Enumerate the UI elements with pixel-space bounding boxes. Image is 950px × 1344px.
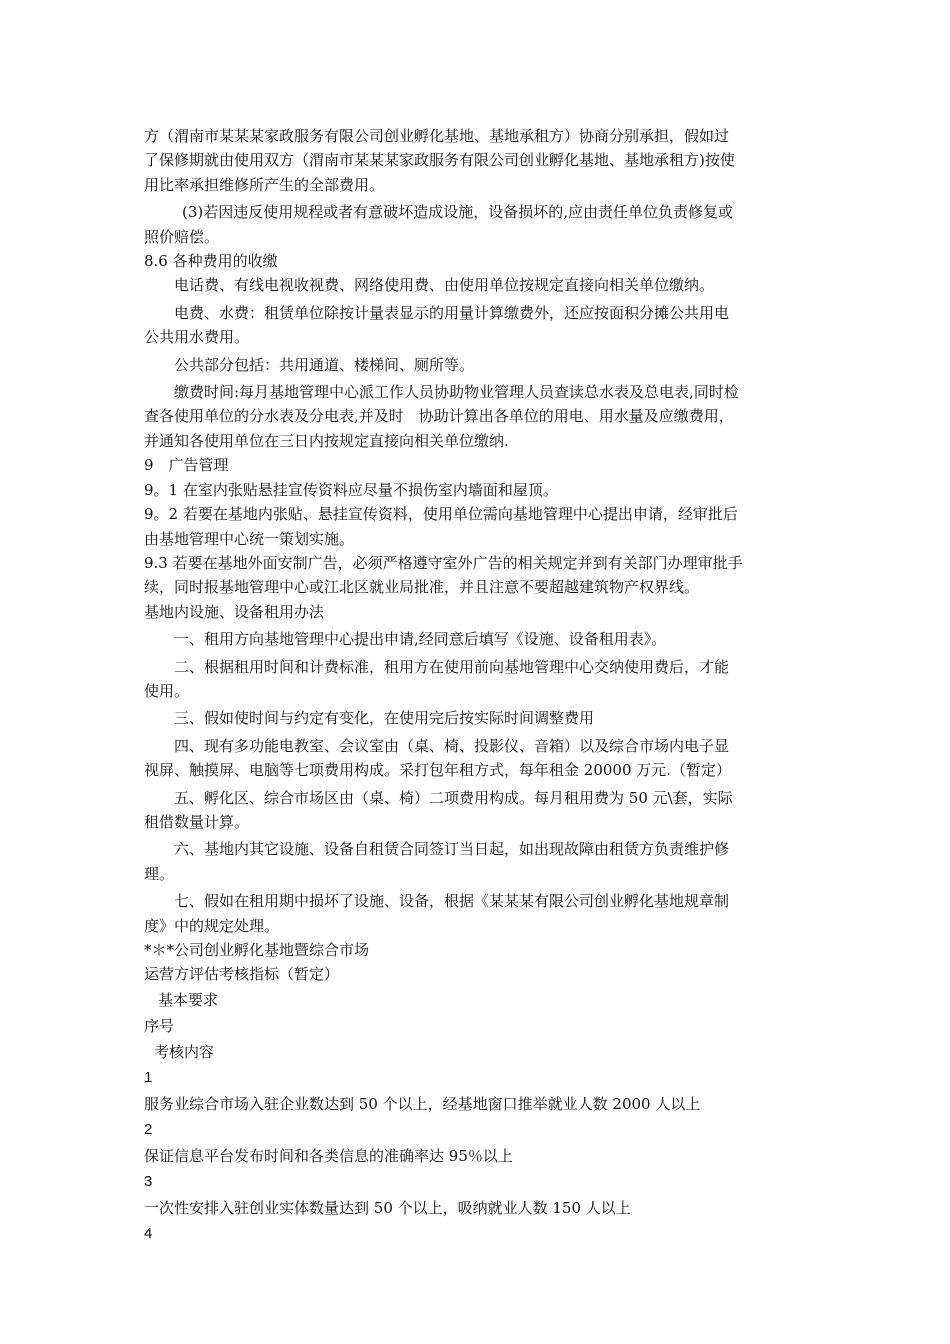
body-text-line: 使用。	[144, 681, 190, 700]
body-text-line: 租借数量计算。	[144, 812, 250, 831]
rental-item-2: 二、根据租用时间和计费标准，租用方在使用前向基地管理中心交纳使用费后，才能	[174, 657, 730, 676]
table-row-number: 1	[144, 1068, 153, 1086]
clause-9-3: 9.3 若要在基地外面安制广告，必须严格遵守室外广告的相关规定并到有关部门办理审批手	[144, 553, 743, 572]
body-text-line: 公共用水费用。	[144, 328, 250, 347]
body-text-line: 了保修期就由使用双方（渭南市某某某家政服务有限公司创业孵化基地、基地承租方)按使	[144, 151, 735, 170]
body-text-line: 由基地管理中心统一策划实施。	[144, 529, 355, 548]
body-text-line: 电话费、有线电视收视费、网络使用费、由使用单位按规定直接向相关单位缴纳。	[174, 276, 715, 295]
table-header-basic-requirements: 基本要求	[158, 990, 219, 1009]
rental-item-1: 一、租用方向基地管理中心提出申请,经同意后填写《设施、设备租用表》。	[174, 630, 667, 649]
table-row-number: 3	[144, 1172, 153, 1190]
table-row-content: 保证信息平台发布时间和各类信息的准确率达 95％以上	[144, 1146, 513, 1165]
body-text-line: 公共部分包括：共用通道、楼梯间、厕所等。	[174, 355, 475, 374]
table-title-line-2: 运营方评估考核指标（暂定）	[144, 965, 340, 984]
clause-9-1: 9。1 在室内张贴悬挂宣传资料应尽量不损伤室内墙面和屋顶。	[144, 480, 558, 499]
rental-item-5: 五、孵化区、综合市场区由（桌、椅）二项费用构成。每月租用费为 50 元\套，实际	[174, 788, 733, 807]
body-text-line: 度》中的规定处理。	[144, 916, 280, 935]
body-text-line: 续，同时报基地管理中心或江北区就业局批准，并且注意不要超越建筑物产权界线。	[144, 578, 700, 597]
table-row-number: 2	[144, 1120, 153, 1138]
table-row-number: 4	[144, 1224, 153, 1242]
clause-9-2: 9。2 若要在基地内张贴、悬挂宣传资料，使用单位需向基地管理中心提出申请，经审批后	[144, 505, 738, 524]
clause-3-text: (3)若因违反使用规程或者有意破坏造成设施，设备损坏的,应由责任单位负责修复或	[182, 203, 734, 222]
body-text-line: 理。	[144, 864, 175, 883]
table-row-content: 一次性安排入驻创业实体数量达到 50 个以上，吸纳就业人数 150 人以上	[144, 1198, 631, 1217]
rental-item-6: 六、基地内其它设施、设备自租赁合同签订当日起，如出现故障由租赁方负责维护修	[174, 840, 730, 859]
rental-item-4: 四、现有多功能电教室、会议室由（桌、椅、投影仪、音箱）以及综合市场内电子显	[174, 736, 730, 755]
section-heading-9: 9 广告管理	[144, 456, 229, 475]
body-text-line: 缴费时间:每月基地管理中心派工作人员协助物业管理人员查读总水表及总电表,同时检	[174, 383, 739, 402]
body-text-line: 查各使用单位的分水表及分电表,并及时 协助计算出各单位的用电、用水量及应缴费用，	[144, 407, 734, 426]
section-heading-rental: 基地内设施、设备租用办法	[144, 602, 325, 621]
table-title-line-1: *＊*公司创业孵化基地暨综合市场	[144, 941, 370, 959]
body-text-line: 并通知各使用单位在三日内按规定直接向相关单位缴纳.	[144, 431, 509, 450]
body-text-line: 方（渭南市某某某家政服务有限公司创业孵化基地、基地承租方）协商分别承担，假如过	[144, 127, 730, 145]
table-row-content: 服务业综合市场入驻企业数达到 50 个以上，经基地窗口推举就业人数 2000 人以上	[144, 1094, 701, 1113]
body-text-line: 电费、水费：租赁单位除按计量表显示的用量计算缴费外，还应按面积分摊公共用电	[174, 303, 730, 322]
table-header-assessment-content: 考核内容	[154, 1042, 215, 1061]
section-heading-8-6: 8.6 各种费用的收缴	[144, 252, 278, 271]
table-header-serial-number: 序号	[144, 1016, 175, 1035]
body-text-line: 照价赔偿。	[144, 227, 220, 246]
rental-item-3: 三、假如使时间与约定有变化，在使用完后按实际时间调整费用	[174, 709, 595, 728]
body-text-line: 视屏、触摸屏、电脑等七项费用构成。采打包年租方式，每年租金 20000 万元.（暂定）	[144, 761, 732, 780]
rental-item-7: 七、假如在租用期中损坏了设施、设备，根据《某某某有限公司创业孵化基地规章制	[174, 892, 730, 911]
document-page	[144, 124, 810, 1247]
body-text-line: 用比率承担维修所产生的全部费用。	[144, 175, 385, 194]
